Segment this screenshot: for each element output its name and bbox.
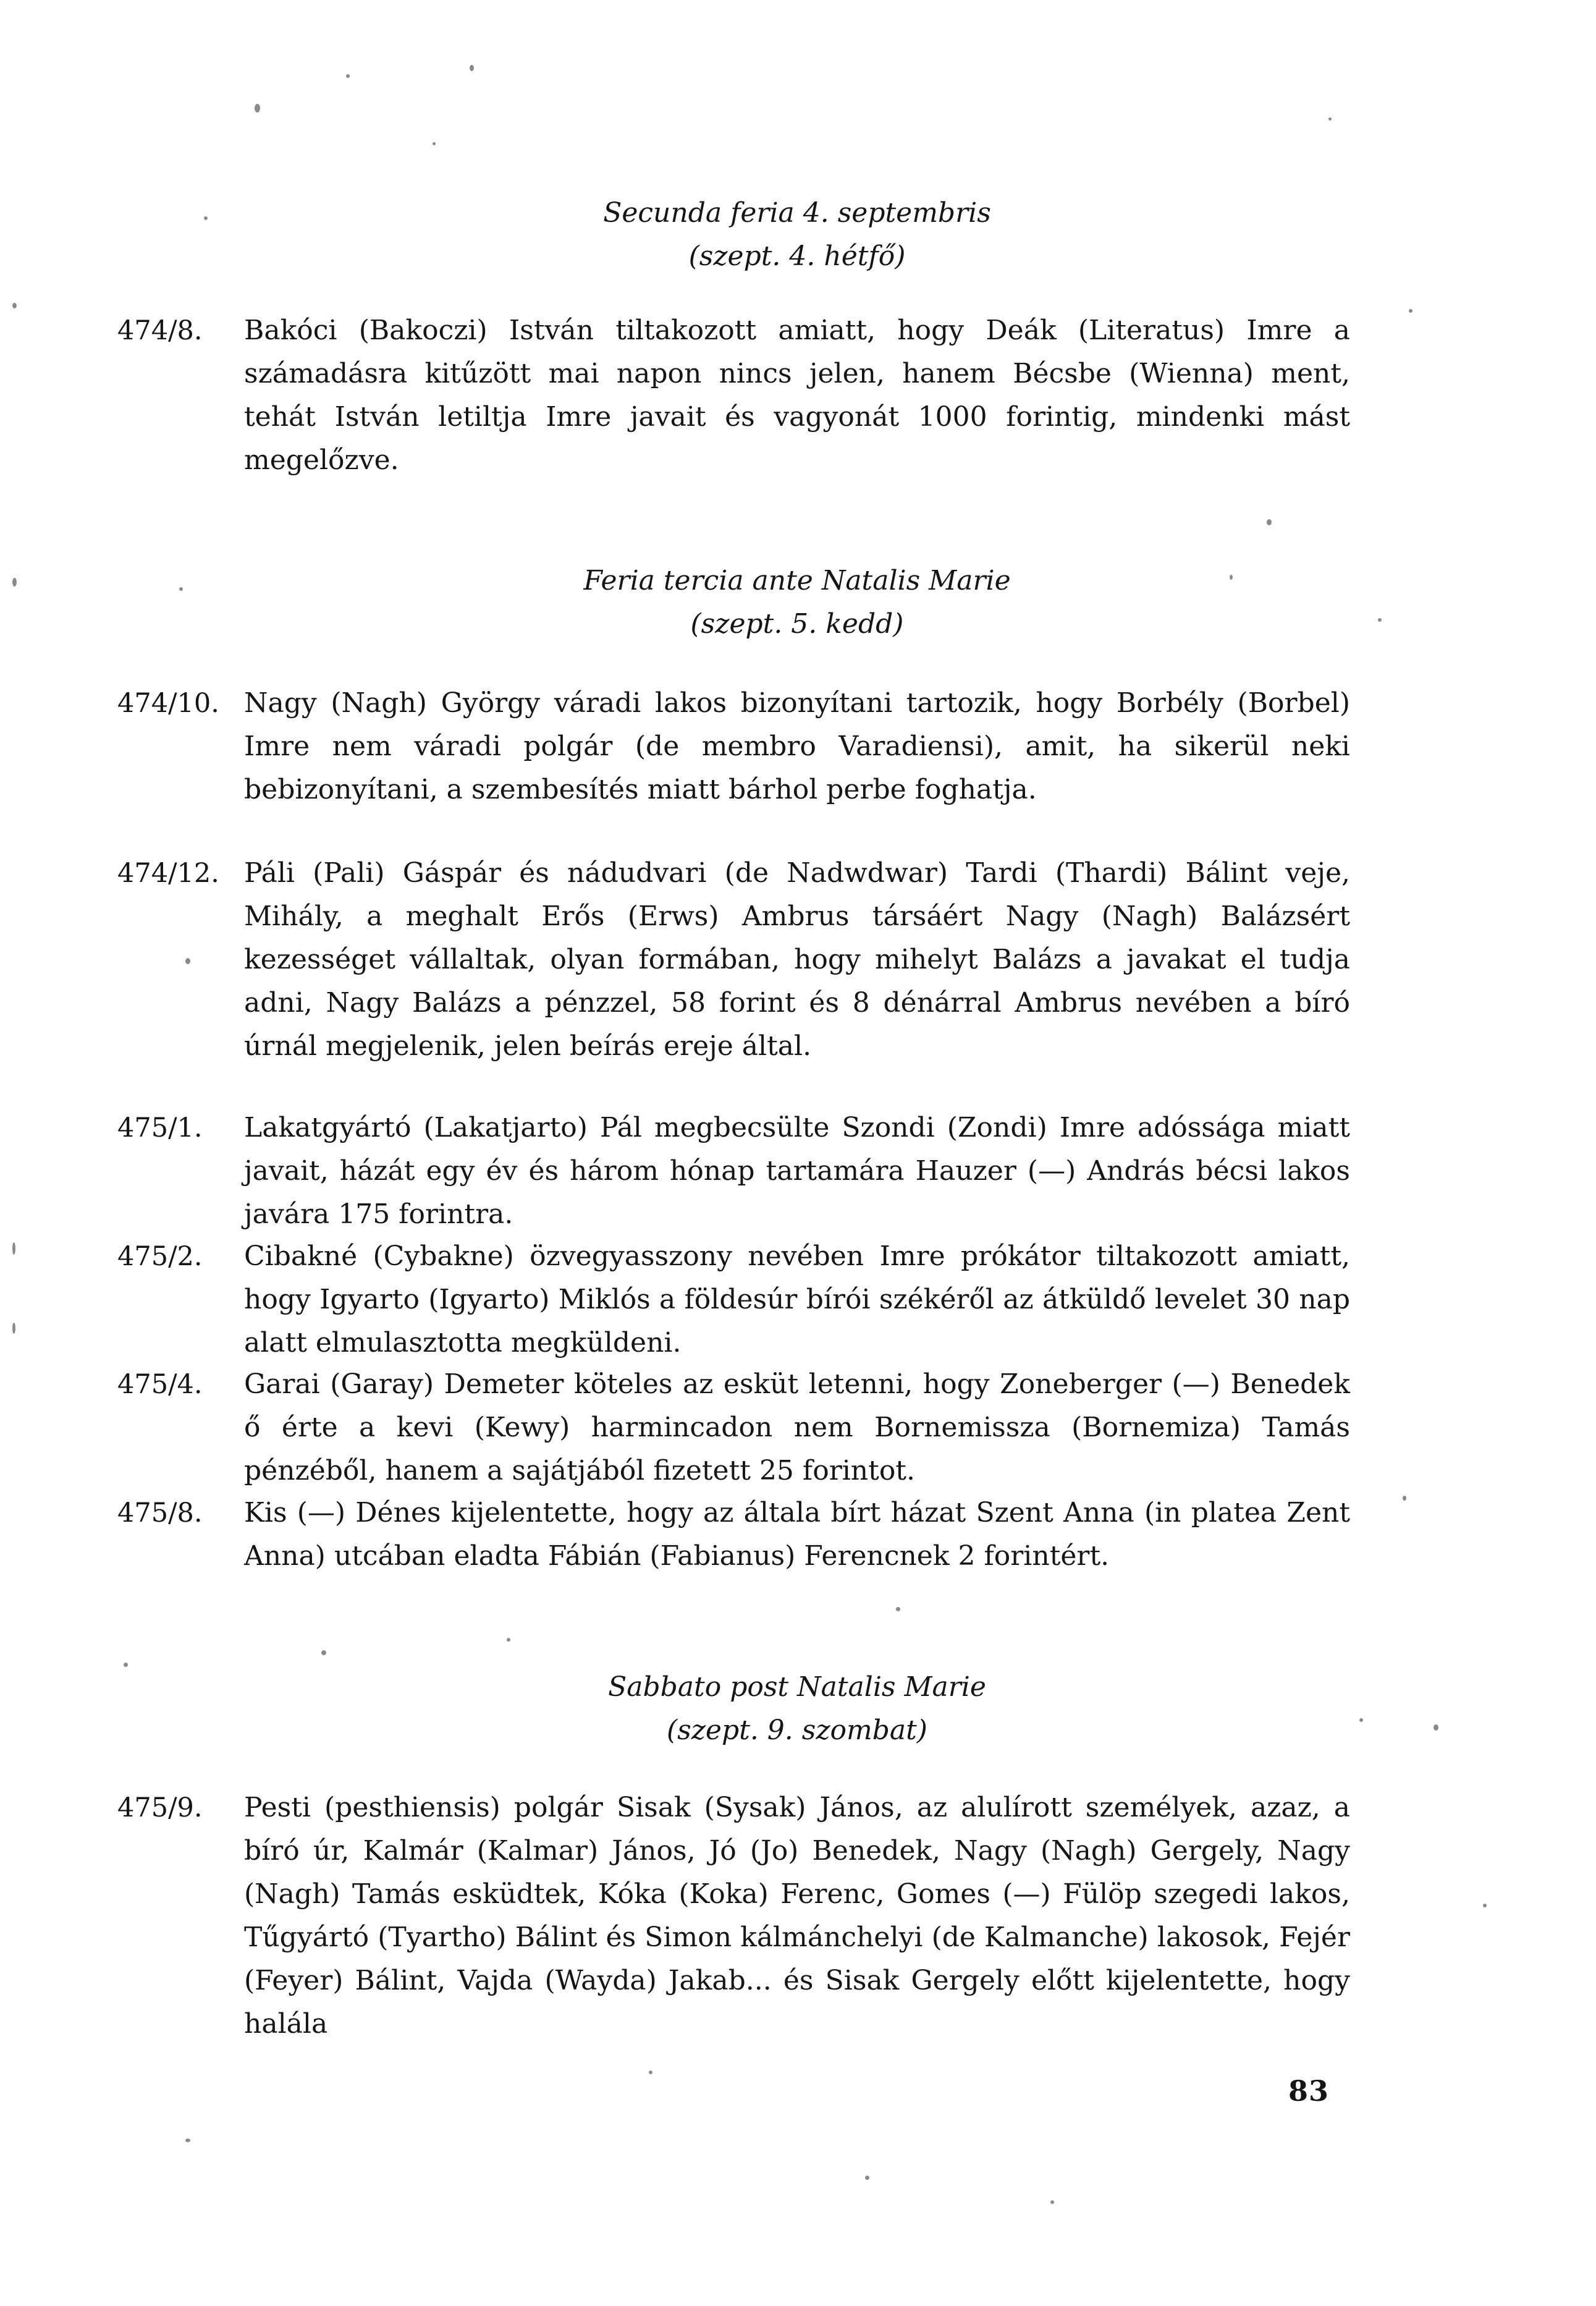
scan-speck (185, 958, 190, 964)
scan-speck (470, 65, 474, 71)
entry-number: 474/12. (117, 858, 219, 889)
heading-hungarian-date: (szept. 4. hétfő) (688, 240, 906, 272)
scan-speck (1328, 117, 1332, 121)
scan-speck (1359, 1718, 1363, 1722)
scan-speck (1409, 309, 1412, 313)
scan-speck (346, 74, 350, 78)
page-number: 83 (1288, 2074, 1330, 2108)
scan-speck (255, 104, 260, 112)
entry-text: Lakatgyártó (Lakatjarto) Pál megbecsülte Szondi (Zondi) Imre adóssága miatt javait, házát egy év és három hónap tartamára Hauzer (—) András bécsi lakos javára 175 forintra. (244, 1112, 1350, 1230)
entry-number: 475/4. (117, 1369, 203, 1400)
scan-speck (204, 216, 208, 220)
entry-text: Kis (—) Dénes kijelentette, hogy az általa bírt házat Szent Anna (in platea Zent Anna) utcában eladta Fábián (Fabianus) Ferencnek 2 forintért. (244, 1497, 1350, 1572)
section-heading (470, 559, 1125, 646)
entry-number: 474/8. (117, 315, 203, 346)
scan-speck (1050, 2200, 1054, 2204)
scan-speck (12, 303, 17, 308)
scan-speck (507, 1638, 510, 1642)
scan-speck (179, 587, 183, 591)
heading-latin-date: Secunda feria 4. septembris (603, 197, 991, 229)
entry-number: 475/1. (117, 1113, 203, 1143)
scan-speck (1267, 519, 1272, 525)
heading-hungarian-date: (szept. 9. szombat) (667, 1715, 927, 1746)
section-heading (470, 192, 1125, 278)
scan-speck (321, 1650, 326, 1655)
entry-number: 475/8. (117, 1498, 203, 1528)
entry-text: Bakóci (Bakoczi) István tiltakozott amiatt, hogy Deák (Literatus) Imre a számadásra kitűzött mai napon nincs jelen, hanem Bécsbe (Wienna) ment, tehát István letiltja Imre javait és vagyonát 1000 forintig, mindenki mást megelőzve. (244, 315, 1350, 476)
scan-speck (1230, 575, 1233, 580)
heading-hungarian-date: (szept. 5. kedd) (690, 608, 904, 640)
scan-speck (649, 2071, 652, 2074)
entry-number: 474/10. (117, 688, 219, 719)
scan-speck (1378, 618, 1382, 622)
entry-text: Pesti (pesthiensis) polgár Sisak (Sysak) János, az alulírott személyek, azaz, a bíró úr, Kalmár (Kalmar) János, Jó (Jo) Benedek, Nagy (Nagh) Gergely, Nagy (Nagh) Tamás esküdtek, Kóka (Koka) Ferenc, Gomes (—) Fülöp szegedi lakos, Tűgyártó (Tyartho) Bálint és Simon kálmánchelyi (de Kalmanche) lakosok, Fejér (Feyer) Bálint, Vajda (Wayda) Jakab... és Sisak Gergely előtt kijelentette, hogy halála (244, 1792, 1350, 2040)
entry-text: Cibakné (Cybakne) özvegyasszony nevében Imre prókátor tiltakozott amiatt, hogy Igyarto (Igyarto) Miklós a földesúr bírói székéről az átküldő levelet 30 nap alatt elmulasztotta megküldeni. (244, 1240, 1350, 1359)
scan-speck (433, 142, 436, 145)
entry-text: Páli (Pali) Gáspár és nádudvari (de Nadwdwar) Tardi (Thardi) Bálint veje, Mihály, a meghalt Erős (Erws) Ambrus társáért Nagy (Nagh) Balázsért kezességet vállaltak, olyan formában, hogy mihelyt Balázs a javakat el tudja adni, Nagy Balázs a pénzzel, 58 forint és 8 dénárral Ambrus nevében a bíró úrnál megjelenik, jelen beírás ereje által. (244, 857, 1350, 1062)
scan-speck (185, 2139, 190, 2142)
entry-text: Nagy (Nagh) György váradi lakos bizonyítani tartozik, hogy Borbély (Borbel) Imre nem váradi polgár (de membro Varadiensi), amit, ha sikerül neki bebizonyítani, a szembesítés miatt bárhol perbe foghatja. (244, 687, 1350, 805)
entry-number: 475/2. (117, 1241, 203, 1272)
scan-speck (12, 578, 17, 587)
entry-number: 475/9. (117, 1792, 203, 1823)
scan-speck (124, 1663, 128, 1667)
scan-speck (1403, 1496, 1406, 1501)
heading-latin-date: Sabbato post Natalis Marie (608, 1671, 986, 1703)
section-heading (470, 1666, 1125, 1752)
heading-latin-date: Feria tercia ante Natalis Marie (583, 565, 1011, 596)
scan-speck (12, 1242, 15, 1255)
scan-speck (865, 2176, 869, 2180)
entry-text: Garai (Garay) Demeter köteles az esküt letenni, hogy Zoneberger (—) Benedek ő érte a kevi (Kewy) harmincadon nem Bornemissza (Bornemiza) Tamás pénzéből, hanem a sajátjából fizetett 25 forintot. (244, 1368, 1350, 1486)
scan-speck (1433, 1724, 1438, 1731)
scan-speck (12, 1323, 15, 1334)
scan-speck (1483, 1904, 1487, 1907)
scan-speck (896, 1607, 900, 1611)
